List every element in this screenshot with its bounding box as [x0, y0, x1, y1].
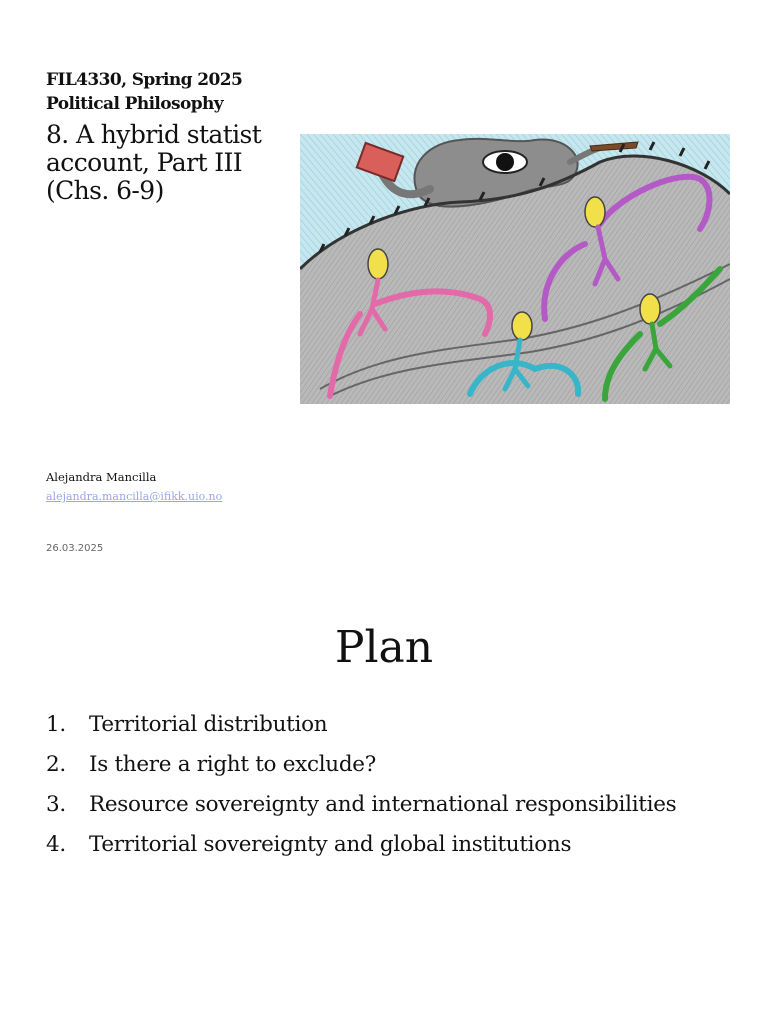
plan-item-text: Territorial sovereignty and global institutions — [89, 832, 572, 857]
plan-item-text: Is there a right to exclude? — [89, 752, 376, 777]
course-info — [46, 68, 286, 116]
plan-item-text: Territorial distribution — [89, 712, 328, 737]
plan-item — [46, 830, 726, 860]
plan-title: Plan — [334, 622, 434, 673]
plan-item — [46, 750, 726, 780]
lecture-title: 8. A hybrid statist account, Part III (Chs. 6-9) — [46, 120, 262, 205]
plan-slide — [0, 580, 768, 1024]
plan-item-text: Resource sovereignty and international responsibilities — [89, 792, 677, 817]
plan-list — [46, 710, 726, 870]
plan-item-number: 4. — [46, 832, 66, 857]
author-name: Alejandra Mancilla — [46, 470, 157, 484]
author-email-link[interactable]: alejandra.mancilla@ifikk.uio.no — [46, 490, 223, 503]
plan-item-number: 3. — [46, 792, 66, 817]
lecture-date: 26.03.2025 — [46, 543, 104, 554]
plan-item — [46, 710, 726, 740]
plan-item — [46, 790, 726, 820]
lecture-illustration — [300, 134, 730, 404]
course-code: FIL4330, Spring 2025 — [46, 70, 243, 90]
course-name: Political Philosophy — [46, 94, 224, 114]
plan-item-number: 1. — [46, 712, 66, 737]
plan-item-number: 2. — [46, 752, 66, 777]
